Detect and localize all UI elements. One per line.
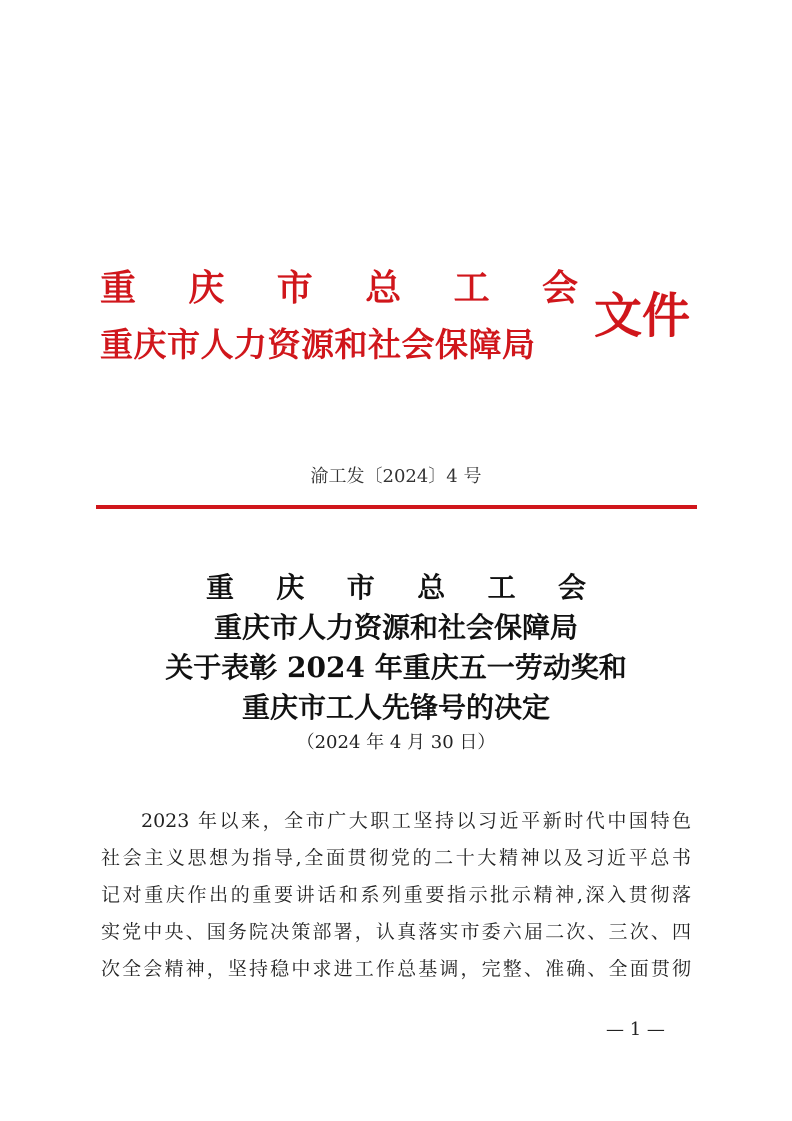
title-line-4: 重庆市工人先锋号的决定 — [241, 691, 550, 724]
document-date: （2024 年 4 月 30 日） — [296, 732, 496, 753]
body-line: 次全会精神，坚持稳中求进工作总基调，完整、准确、全面贯彻 — [101, 958, 691, 980]
body-paragraph — [101, 803, 691, 988]
issuer-name-1: 重庆市总工会 — [100, 268, 578, 309]
body-line: 2023 年以来，全市广大职工坚持以习近平新时代中国特色 — [141, 810, 691, 832]
body-line: 实党中央、国务院决策部署，认真落实市委六届二次、三次、四 — [101, 921, 691, 943]
issuer-name-2: 重庆市人力资源和社会保障局 — [100, 325, 536, 364]
document-type-label: 文件 — [594, 288, 691, 344]
document-title — [0, 568, 792, 728]
body-line: 记对重庆作出的重要讲话和系列重要指示批示精神,深入贯彻落 — [101, 884, 691, 906]
title-line-2: 重庆市人力资源和社会保障局 — [213, 611, 578, 644]
document-header — [100, 264, 700, 374]
red-divider — [96, 505, 697, 509]
title-line-3: 关于表彰 2024 年重庆五一劳动奖和 — [165, 651, 627, 684]
title-line-1: 重庆市总工会 — [206, 571, 586, 604]
page-number: — 1 — — [606, 1019, 665, 1040]
document-number: 渝工发〔2024〕4 号 — [310, 466, 482, 487]
body-line: 社会主义思想为指导,全面贯彻党的二十大精神以及习近平总书 — [101, 847, 691, 869]
